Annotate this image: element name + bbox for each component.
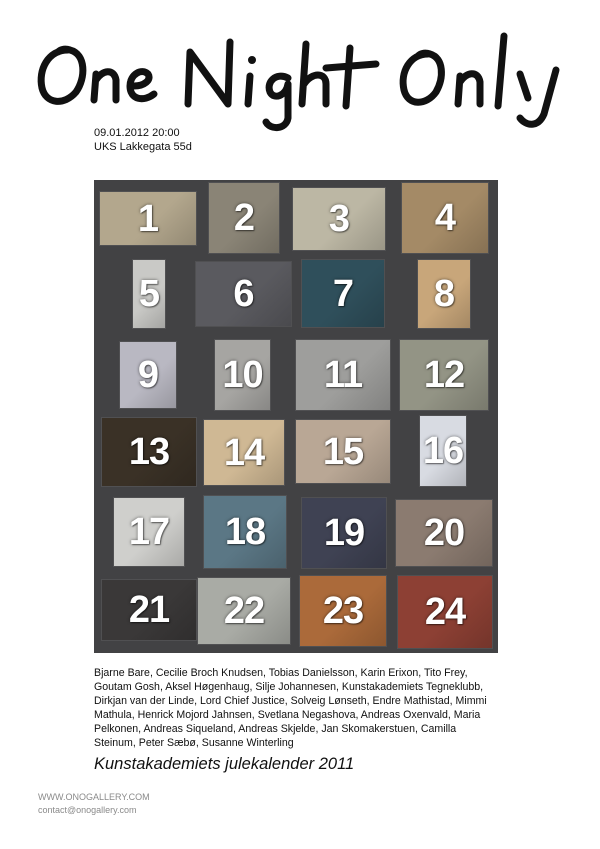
website-link[interactable]: WWW.ONOGALLERY.COM <box>38 792 150 802</box>
calendar-door-2 <box>209 183 279 253</box>
calendar-door-11 <box>296 340 390 410</box>
email-link[interactable]: contact@onogallery.com <box>38 805 137 815</box>
calendar-door-8 <box>418 260 470 328</box>
door-number: 17 <box>128 511 170 553</box>
door-number: 14 <box>223 431 265 474</box>
advent-calendar-grid <box>94 180 498 653</box>
door-number: 24 <box>424 591 466 633</box>
calendar-door-5 <box>133 260 165 328</box>
door-number: 23 <box>322 590 364 632</box>
calendar-door-22 <box>198 578 290 644</box>
calendar-door-3 <box>293 188 385 250</box>
door-number: 8 <box>433 273 455 315</box>
door-number: 5 <box>138 273 160 315</box>
artist-list: Bjarne Bare, Cecilie Broch Knudsen, Tobias Danielsson, Karin Erixon, Tito Frey, Goutam Gosh, Aksel Høgenhaug, Silje Johannesen, Kunstakademiets Tegneklubb, Dirkjan van der Linde, Lord Chief Justice, Solveig Lønseth, Endre Mathistad, Mimmi Mathula, Henrick Mojord Jahnsen, Svetlana Negashova, Andreas Oxenvald, Maria Pelkonen, Andreas Siqueland, Andreas Skjelde, Jan Skomakerstuen, Camilla Steinum, Peter Sæbø, Susanne Winterling <box>94 667 487 749</box>
door-number: 3 <box>328 198 350 240</box>
door-number: 20 <box>423 512 465 554</box>
calendar-door-15 <box>296 420 390 483</box>
door-number: 4 <box>434 197 456 239</box>
calendar-door-20 <box>396 500 492 566</box>
calendar-door-12 <box>400 340 488 410</box>
calendar-door-10 <box>215 340 270 410</box>
calendar-door-13 <box>102 418 196 486</box>
title-logo <box>30 22 575 132</box>
poster-subtitle: Kunstakademiets julekalender 2011 <box>94 755 355 773</box>
door-number: 21 <box>128 589 170 631</box>
door-number: 10 <box>222 354 263 396</box>
door-number: 6 <box>233 273 254 315</box>
door-number: 11 <box>323 354 363 396</box>
calendar-door-17 <box>114 498 184 566</box>
calendar-door-18 <box>204 496 286 568</box>
calendar-door-4 <box>402 183 488 253</box>
calendar-door-19 <box>302 498 386 568</box>
calendar-door-7 <box>302 260 384 327</box>
door-number: 18 <box>224 511 266 553</box>
door-number: 16 <box>422 430 464 472</box>
door-number: 1 <box>137 197 159 240</box>
calendar-door-9 <box>120 342 176 408</box>
door-number: 9 <box>137 354 159 396</box>
door-number: 2 <box>233 197 255 239</box>
calendar-door-23 <box>300 576 386 646</box>
calendar-door-14 <box>204 420 284 485</box>
door-number: 13 <box>128 431 170 473</box>
contact-info <box>38 791 150 817</box>
calendar-door-16 <box>420 416 466 486</box>
calendar-door-1 <box>100 192 196 245</box>
door-number: 19 <box>323 512 365 554</box>
door-number: 7 <box>332 272 354 315</box>
door-number: 15 <box>322 430 364 473</box>
event-venue: UKS Lakkegata 55d <box>94 141 192 153</box>
calendar-door-21 <box>102 580 196 640</box>
calendar-door-24 <box>398 576 492 648</box>
door-number: 12 <box>423 354 465 396</box>
event-date-time: 09.01.2012 20:00 <box>94 127 180 139</box>
calendar-door-6 <box>196 262 291 326</box>
door-number: 22 <box>223 590 265 632</box>
event-info <box>94 126 192 154</box>
